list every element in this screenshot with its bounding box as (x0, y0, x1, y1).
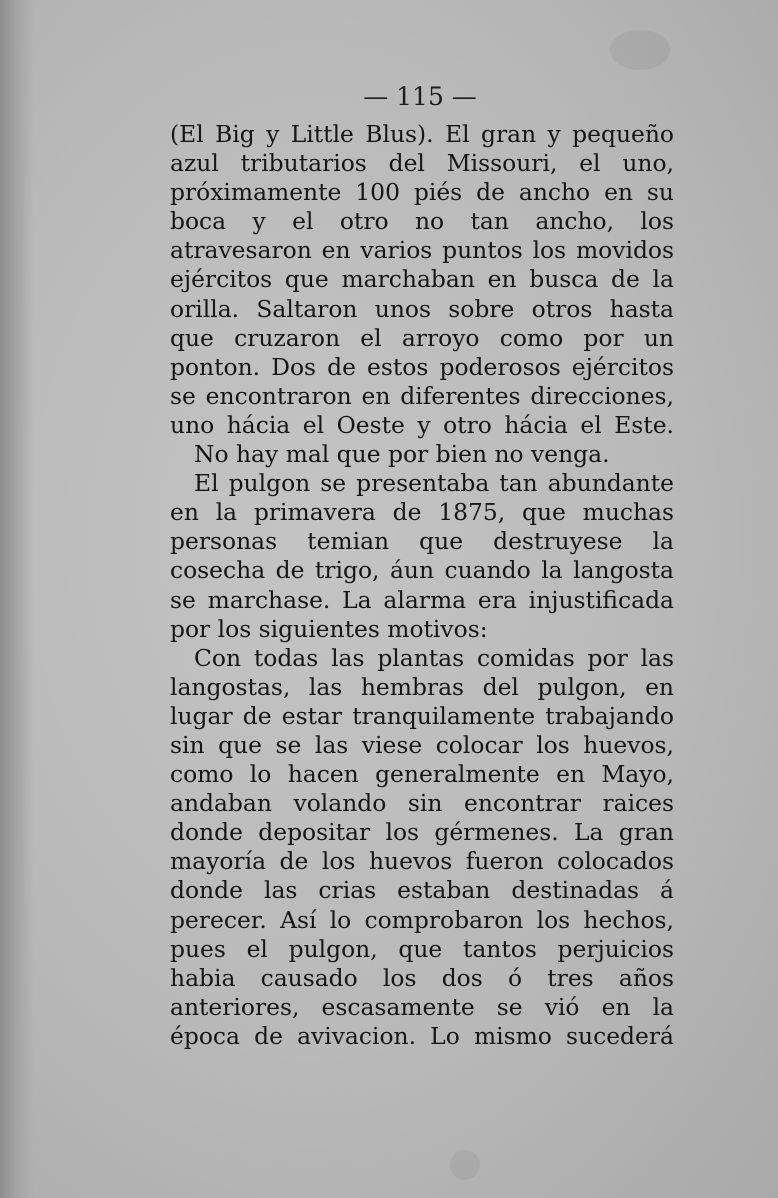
paper-stain (610, 30, 670, 70)
paper-stain (450, 1150, 480, 1180)
paragraph-continuation: (El Big y Little Blus). El gran y pequeño azul tributarios del Missouri, el uno, próximamente 100 piés de ancho en su boca y el otro no tan ancho, los atravesaron en varios puntos los movidos ejércitos que marchaban en busca de la orilla. Saltaron unos sobre otros hasta que cruzaron el arroyo como por un ponton. Dos de estos poderosos ejércitos se encontraron en diferentes direcciones, uno hácia el Oeste y otro hácia el Este. (170, 120, 674, 439)
paragraph-proverb: No hay mal que por bien no venga. (194, 440, 610, 469)
paragraph-plantas: Con todas las plantas comidas por las langostas, las hembras del pulgon, en lugar de estar tranquilamente trabajando sin que se las viese colocar los huevos, como lo hacen generalmente en Mayo, andaban volando sin encontrar raices donde depositar los gérmenes. La gran mayoría de los huevos fueron colocados donde las crias estaban destinadas á perecer. Así lo comprobaron los hechos, pues el pulgon, que tantos perjuicios habia causado los dos ó tres años anteriores, escasamente se vió en la época de avivacion. Lo mismo sucederá (170, 643, 674, 1050)
paragraph-pulgon: El pulgon se presentaba tan abundante en la primavera de 1875, que muchas personas temian que destruyese la cosecha de trigo, áun cuando la langosta se marchase. La alarma era injustificada por los siguientes motivos: (170, 469, 674, 643)
page-gutter-shadow (0, 0, 34, 1198)
body-text (170, 120, 674, 1051)
page-number: — 115 — (363, 82, 477, 111)
